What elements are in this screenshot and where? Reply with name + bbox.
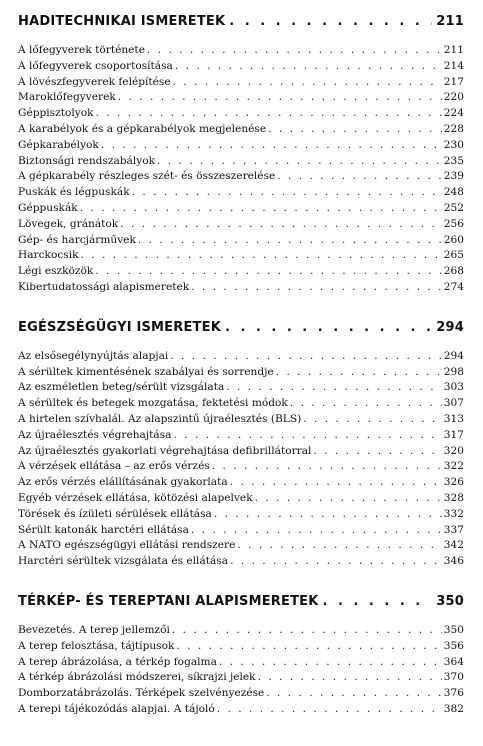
toc-entry: [18, 280, 464, 296]
entry-title: A lövészfegyverek felépítése: [18, 75, 171, 88]
entry-page-number: 332: [443, 507, 464, 520]
dot-leader: [81, 248, 442, 264]
dot-leader: [225, 320, 432, 335]
entry-title: Az újraélesztés végrehajtása: [18, 428, 172, 441]
toc-entry: [18, 233, 464, 249]
entry-title: Az újraélesztés gyakorlati végrehajtása defibrillátorral: [18, 444, 312, 457]
dot-leader: [147, 43, 442, 59]
entry-page-number: 320: [443, 444, 464, 457]
toc-entry: [18, 459, 464, 475]
entry-title: Harckocsik: [18, 249, 79, 262]
dot-leader: [229, 14, 432, 29]
entry-page-number: 370: [443, 671, 464, 684]
dot-leader: [277, 169, 441, 185]
entry-page-number: 220: [443, 91, 464, 104]
entry-title: A lőfegyverek története: [18, 44, 145, 56]
entry-title: A NATO egészségügyi ellátási rendszere: [18, 539, 236, 552]
entry-title: Kibertudatossági alapismeretek: [18, 280, 190, 293]
dot-leader: [173, 75, 442, 91]
toc-entry: [18, 349, 464, 365]
entry-page-number: 235: [443, 154, 464, 167]
dot-leader: [212, 459, 442, 475]
toc-entry: [18, 686, 464, 702]
dot-leader: [176, 639, 441, 655]
toc-entry: [18, 248, 464, 264]
dot-leader: [237, 538, 441, 554]
dot-leader: [118, 90, 442, 106]
entry-title: A terepi tájékozódás alapjai. A tájoló: [18, 702, 215, 715]
entry-page-number: 260: [443, 233, 464, 246]
entry-page-number: 364: [443, 655, 464, 668]
dot-leader: [172, 623, 442, 639]
dot-leader: [276, 365, 442, 381]
toc-entry: [18, 428, 464, 444]
entry-title: A vérzések ellátása – az erős vérzés: [18, 460, 210, 473]
entry-page-number: 248: [443, 186, 464, 199]
toc-entry: [18, 444, 464, 460]
dot-leader: [230, 554, 442, 570]
dot-leader: [95, 264, 441, 280]
toc-entry: [18, 507, 464, 523]
section-page-number: 294: [436, 319, 464, 335]
toc-entry: [18, 702, 464, 718]
toc-entry: [18, 154, 464, 170]
toc-entry: [18, 201, 464, 217]
entry-page-number: 322: [443, 460, 464, 473]
dot-leader: [96, 106, 442, 122]
section-title: HADITECHNIKAI ISMERETEK: [18, 14, 226, 29]
dot-leader: [226, 380, 442, 396]
entry-page-number: 274: [443, 280, 464, 293]
dot-leader: [268, 122, 442, 138]
entry-page-number: 342: [443, 539, 464, 552]
entry-page-number: 350: [443, 623, 464, 636]
dot-leader: [101, 138, 442, 154]
entry-page-number: 294: [443, 349, 464, 362]
dot-leader: [255, 491, 442, 507]
entry-page-number: 337: [443, 523, 464, 536]
entry-title: A terep felosztása, tájtípusok: [18, 639, 175, 652]
dot-leader: [80, 201, 442, 217]
dot-leader: [230, 475, 442, 491]
entry-page-number: 268: [443, 265, 464, 278]
section-header: [18, 594, 464, 618]
toc-section-terkep: [18, 594, 464, 718]
dot-leader: [290, 396, 442, 412]
toc-entry-list: [18, 43, 464, 296]
toc-entry: [18, 623, 464, 639]
entry-page-number: 298: [443, 365, 464, 378]
dot-leader: [175, 59, 442, 75]
toc-section-haditechnika: [18, 14, 464, 296]
entry-title: A terep ábrázolása, a térkép fogalma: [18, 655, 217, 668]
entry-title: Az erős vérzés elállításának gyakorlata: [18, 476, 228, 489]
entry-page-number: 382: [443, 702, 464, 715]
entry-title: A sérültek kimentésének szabályai és sorrendje: [18, 365, 274, 378]
dot-leader: [214, 507, 442, 523]
toc-entry: [18, 655, 464, 671]
entry-title: Lövegek, gránátok: [18, 217, 119, 230]
dot-leader: [132, 185, 442, 201]
entry-title: Sérült katonák harctéri ellátása: [18, 523, 189, 536]
toc-entry: [18, 538, 464, 554]
entry-page-number: 230: [443, 138, 464, 151]
entry-title: Törések és ízületi sérülések ellátása: [18, 507, 212, 520]
entry-page-number: 313: [443, 412, 464, 425]
dot-leader: [170, 349, 441, 365]
toc-entry-list: [18, 349, 464, 570]
toc-entry: [18, 43, 464, 59]
entry-title: A hirtelen szívhalál. Az alapszintű újraélesztés (BLS): [18, 412, 302, 425]
entry-page-number: 211: [443, 44, 464, 56]
entry-title: Légi eszközök: [18, 265, 94, 278]
entry-page-number: 228: [443, 122, 464, 135]
toc-entry: [18, 639, 464, 655]
dot-leader: [313, 444, 441, 460]
toc-entry: [18, 138, 464, 154]
entry-page-number: 326: [443, 476, 464, 489]
entry-title: Bevezetés. A terep jellemzői: [18, 623, 170, 636]
dot-leader: [217, 702, 442, 718]
dot-leader: [219, 655, 442, 671]
entry-title: Biztonsági rendszabályok: [18, 154, 156, 167]
toc-entry: [18, 523, 464, 539]
entry-page-number: 303: [443, 381, 464, 394]
entry-page-number: 307: [443, 397, 464, 410]
entry-title: Harctéri sérültek vizsgálata és ellátása: [18, 555, 229, 568]
dot-leader: [266, 686, 441, 702]
entry-page-number: 265: [443, 249, 464, 262]
toc-entry: [18, 122, 464, 138]
toc-entry: [18, 554, 464, 570]
toc-entry: [18, 475, 464, 491]
dot-leader: [138, 233, 442, 249]
section-title: EGÉSZSÉGÜGYI ISMERETEK: [18, 319, 221, 335]
entry-title: Géppisztolyok: [18, 107, 94, 120]
entry-title: Az elsősegélynyújtás alapjai: [18, 349, 169, 362]
toc-entry: [18, 106, 464, 122]
section-page-number: 211: [436, 14, 464, 29]
entry-page-number: 252: [443, 201, 464, 214]
entry-title: Domborzatábrázolás. Térképek szelvényezése: [18, 687, 265, 700]
toc-entry: [18, 59, 464, 75]
entry-title: Géppuskák: [18, 201, 78, 214]
dot-leader: [191, 280, 442, 296]
toc-entry: [18, 185, 464, 201]
section-header: [18, 14, 464, 38]
toc-section-egeszsegugy: [18, 320, 464, 570]
toc-entry: [18, 169, 464, 185]
toc-entry: [18, 264, 464, 280]
entry-page-number: 239: [443, 170, 464, 183]
toc-entry: [18, 75, 464, 91]
entry-title: Maroklőfegyverek: [18, 91, 116, 104]
entry-page-number: 224: [443, 107, 464, 120]
entry-title: Puskák és légpuskák: [18, 186, 130, 199]
dot-leader: [157, 154, 442, 170]
entry-page-number: 217: [443, 75, 464, 88]
toc-entry: [18, 365, 464, 381]
toc-entry: [18, 670, 464, 686]
toc-entry: [18, 412, 464, 428]
section-title: TÉRKÉP- ÉS TEREPTANI ALAPISMERETEK: [18, 593, 319, 609]
toc-entry: [18, 90, 464, 106]
entry-title: A gépkarabély részleges szét- és összeszerelése: [18, 170, 276, 183]
entry-title: A térkép ábrázolási módszerei, síkrajzi jelek: [18, 671, 256, 684]
entry-title: A karabélyok és a gépkarabélyok megjelenése: [18, 122, 267, 135]
table-of-contents: [18, 14, 464, 718]
entry-page-number: 256: [443, 217, 464, 230]
dot-leader: [323, 594, 433, 609]
entry-title: Gépkarabélyok: [18, 138, 99, 151]
entry-page-number: 214: [443, 59, 464, 72]
dot-leader: [303, 412, 442, 428]
toc-entry: [18, 396, 464, 412]
entry-page-number: 328: [443, 491, 464, 504]
entry-page-number: 376: [443, 687, 464, 700]
toc-entry: [18, 491, 464, 507]
toc-entry-list: [18, 623, 464, 718]
entry-page-number: 317: [443, 428, 464, 441]
toc-entry: [18, 380, 464, 396]
dot-leader: [191, 523, 442, 539]
entry-title: A lőfegyverek csoportosítása: [18, 59, 173, 72]
entry-page-number: 356: [443, 639, 464, 652]
entry-title: Gép- és harcjárművek: [18, 233, 136, 246]
entry-page-number: 346: [443, 555, 464, 568]
toc-entry: [18, 217, 464, 233]
entry-title: Egyéb vérzések ellátása, kötözési alapelvek: [18, 491, 253, 504]
section-header: [18, 320, 464, 344]
entry-title: Az eszméletlen beteg/sérült vizsgálata: [18, 381, 225, 394]
dot-leader: [173, 428, 441, 444]
entry-title: A sérültek és betegek mozgatása, fektetési módok: [18, 397, 288, 410]
dot-leader: [258, 670, 442, 686]
dot-leader: [120, 217, 442, 233]
section-page-number: 350: [436, 593, 464, 609]
